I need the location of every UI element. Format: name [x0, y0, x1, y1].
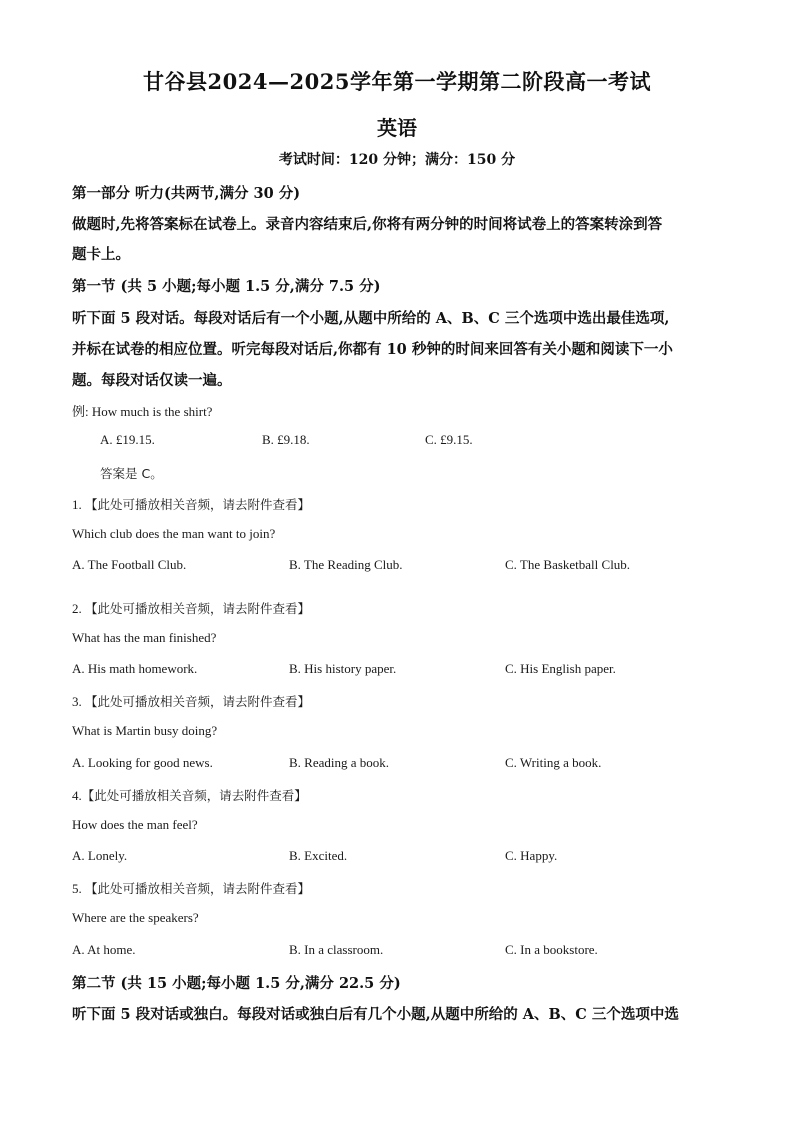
audio-note: 【此处可播放相关音频，请去附件查看】 — [81, 788, 307, 803]
section1-heading: 第一节 (共 5 小题;每小题 1.5 分,满分 7.5 分) — [72, 278, 381, 295]
part1-instruction-line2: 题卡上。 — [72, 246, 130, 263]
part1-heading: 第一部分 听力(共两节,满分 30 分) — [72, 185, 301, 202]
question-5-option-a: A. At home. — [72, 942, 136, 957]
section1-instruction-line1: 听下面 5 段对话。每段对话后有一个小题,从题中所给的 A、B、C 三个选项中选出最佳选项, — [72, 310, 670, 327]
question-number: 3. — [72, 694, 85, 709]
question-2-option-c: C. His English paper. — [505, 661, 616, 676]
question-2-header — [72, 599, 310, 617]
audio-note: 【此处可播放相关音频，请去附件查看】 — [85, 601, 311, 616]
question-3-option-b: B. Reading a book. — [289, 755, 390, 770]
subject-title: 英语 — [377, 116, 417, 140]
question-2-option-b: B. His history paper. — [289, 661, 397, 676]
question-3-option-c: C. Writing a book. — [505, 755, 602, 770]
example-option-c: C. £9.15. — [425, 432, 473, 447]
example-question: 例: How much is the shirt? — [72, 404, 213, 419]
question-4-header — [72, 786, 307, 804]
question-5-option-b: B. In a classroom. — [289, 942, 384, 957]
audio-note: 【此处可播放相关音频，请去附件查看】 — [85, 694, 311, 709]
question-2-option-a: A. His math homework. — [72, 661, 198, 676]
part1-instruction-line1: 做题时,先将答案标在试卷上。录音内容结束后,你将有两分钟的时间将试卷上的答案转涂到答 — [72, 216, 663, 233]
audio-note: 【此处可播放相关音频，请去附件查看】 — [85, 881, 311, 896]
example-option-a: A. £19.15. — [100, 432, 155, 447]
section1-instruction-line2: 并标在试卷的相应位置。听完每段对话后,你都有 10 秒钟的时间来回答有关小题和阅读下一小 — [72, 341, 673, 358]
question-3-option-a: A. Looking for good news. — [72, 755, 213, 770]
question-1-option-a: A. The Football Club. — [72, 557, 187, 572]
exam-title: 甘谷县2024—2025学年第一学期第二阶段高一考试 — [143, 69, 651, 94]
question-3-header — [72, 692, 310, 710]
question-5-header — [72, 879, 310, 897]
audio-note: 【此处可播放相关音频，请去附件查看】 — [85, 497, 311, 512]
question-1-text: Which club does the man want to join? — [72, 526, 276, 541]
question-5-text: Where are the speakers? — [72, 910, 199, 925]
question-number: 5. — [72, 881, 85, 896]
question-2-text: What has the man finished? — [72, 630, 217, 645]
question-number: 1. — [72, 497, 85, 512]
question-number: 4. — [72, 788, 82, 803]
question-4-option-c: C. Happy. — [505, 848, 558, 863]
question-4-text: How does the man feel? — [72, 817, 198, 832]
section2-heading: 第二节 (共 15 小题;每小题 1.5 分,满分 22.5 分) — [72, 975, 401, 992]
question-number: 2. — [72, 601, 85, 616]
question-5-option-c: C. In a bookstore. — [505, 942, 598, 957]
exam-info: 考试时间：120 分钟；满分：150 分 — [278, 152, 516, 168]
section1-instruction-line3: 题。每段对话仅读一遍。 — [72, 372, 232, 389]
section2-instruction-line1: 听下面 5 段对话或独白。每段对话或独白后有几个小题,从题中所给的 A、B、C 三个选项中选 — [72, 1006, 679, 1023]
question-3-text: What is Martin busy doing? — [72, 723, 218, 738]
question-4-option-b: B. Excited. — [289, 848, 348, 863]
question-1-option-b: B. The Reading Club. — [289, 557, 403, 572]
example-option-b: B. £9.18. — [262, 432, 310, 447]
question-1-option-c: C. The Basketball Club. — [505, 557, 631, 572]
question-1-header — [72, 495, 310, 513]
example-answer: 答案是 C。 — [100, 466, 163, 481]
question-4-option-a: A. Lonely. — [72, 848, 128, 863]
